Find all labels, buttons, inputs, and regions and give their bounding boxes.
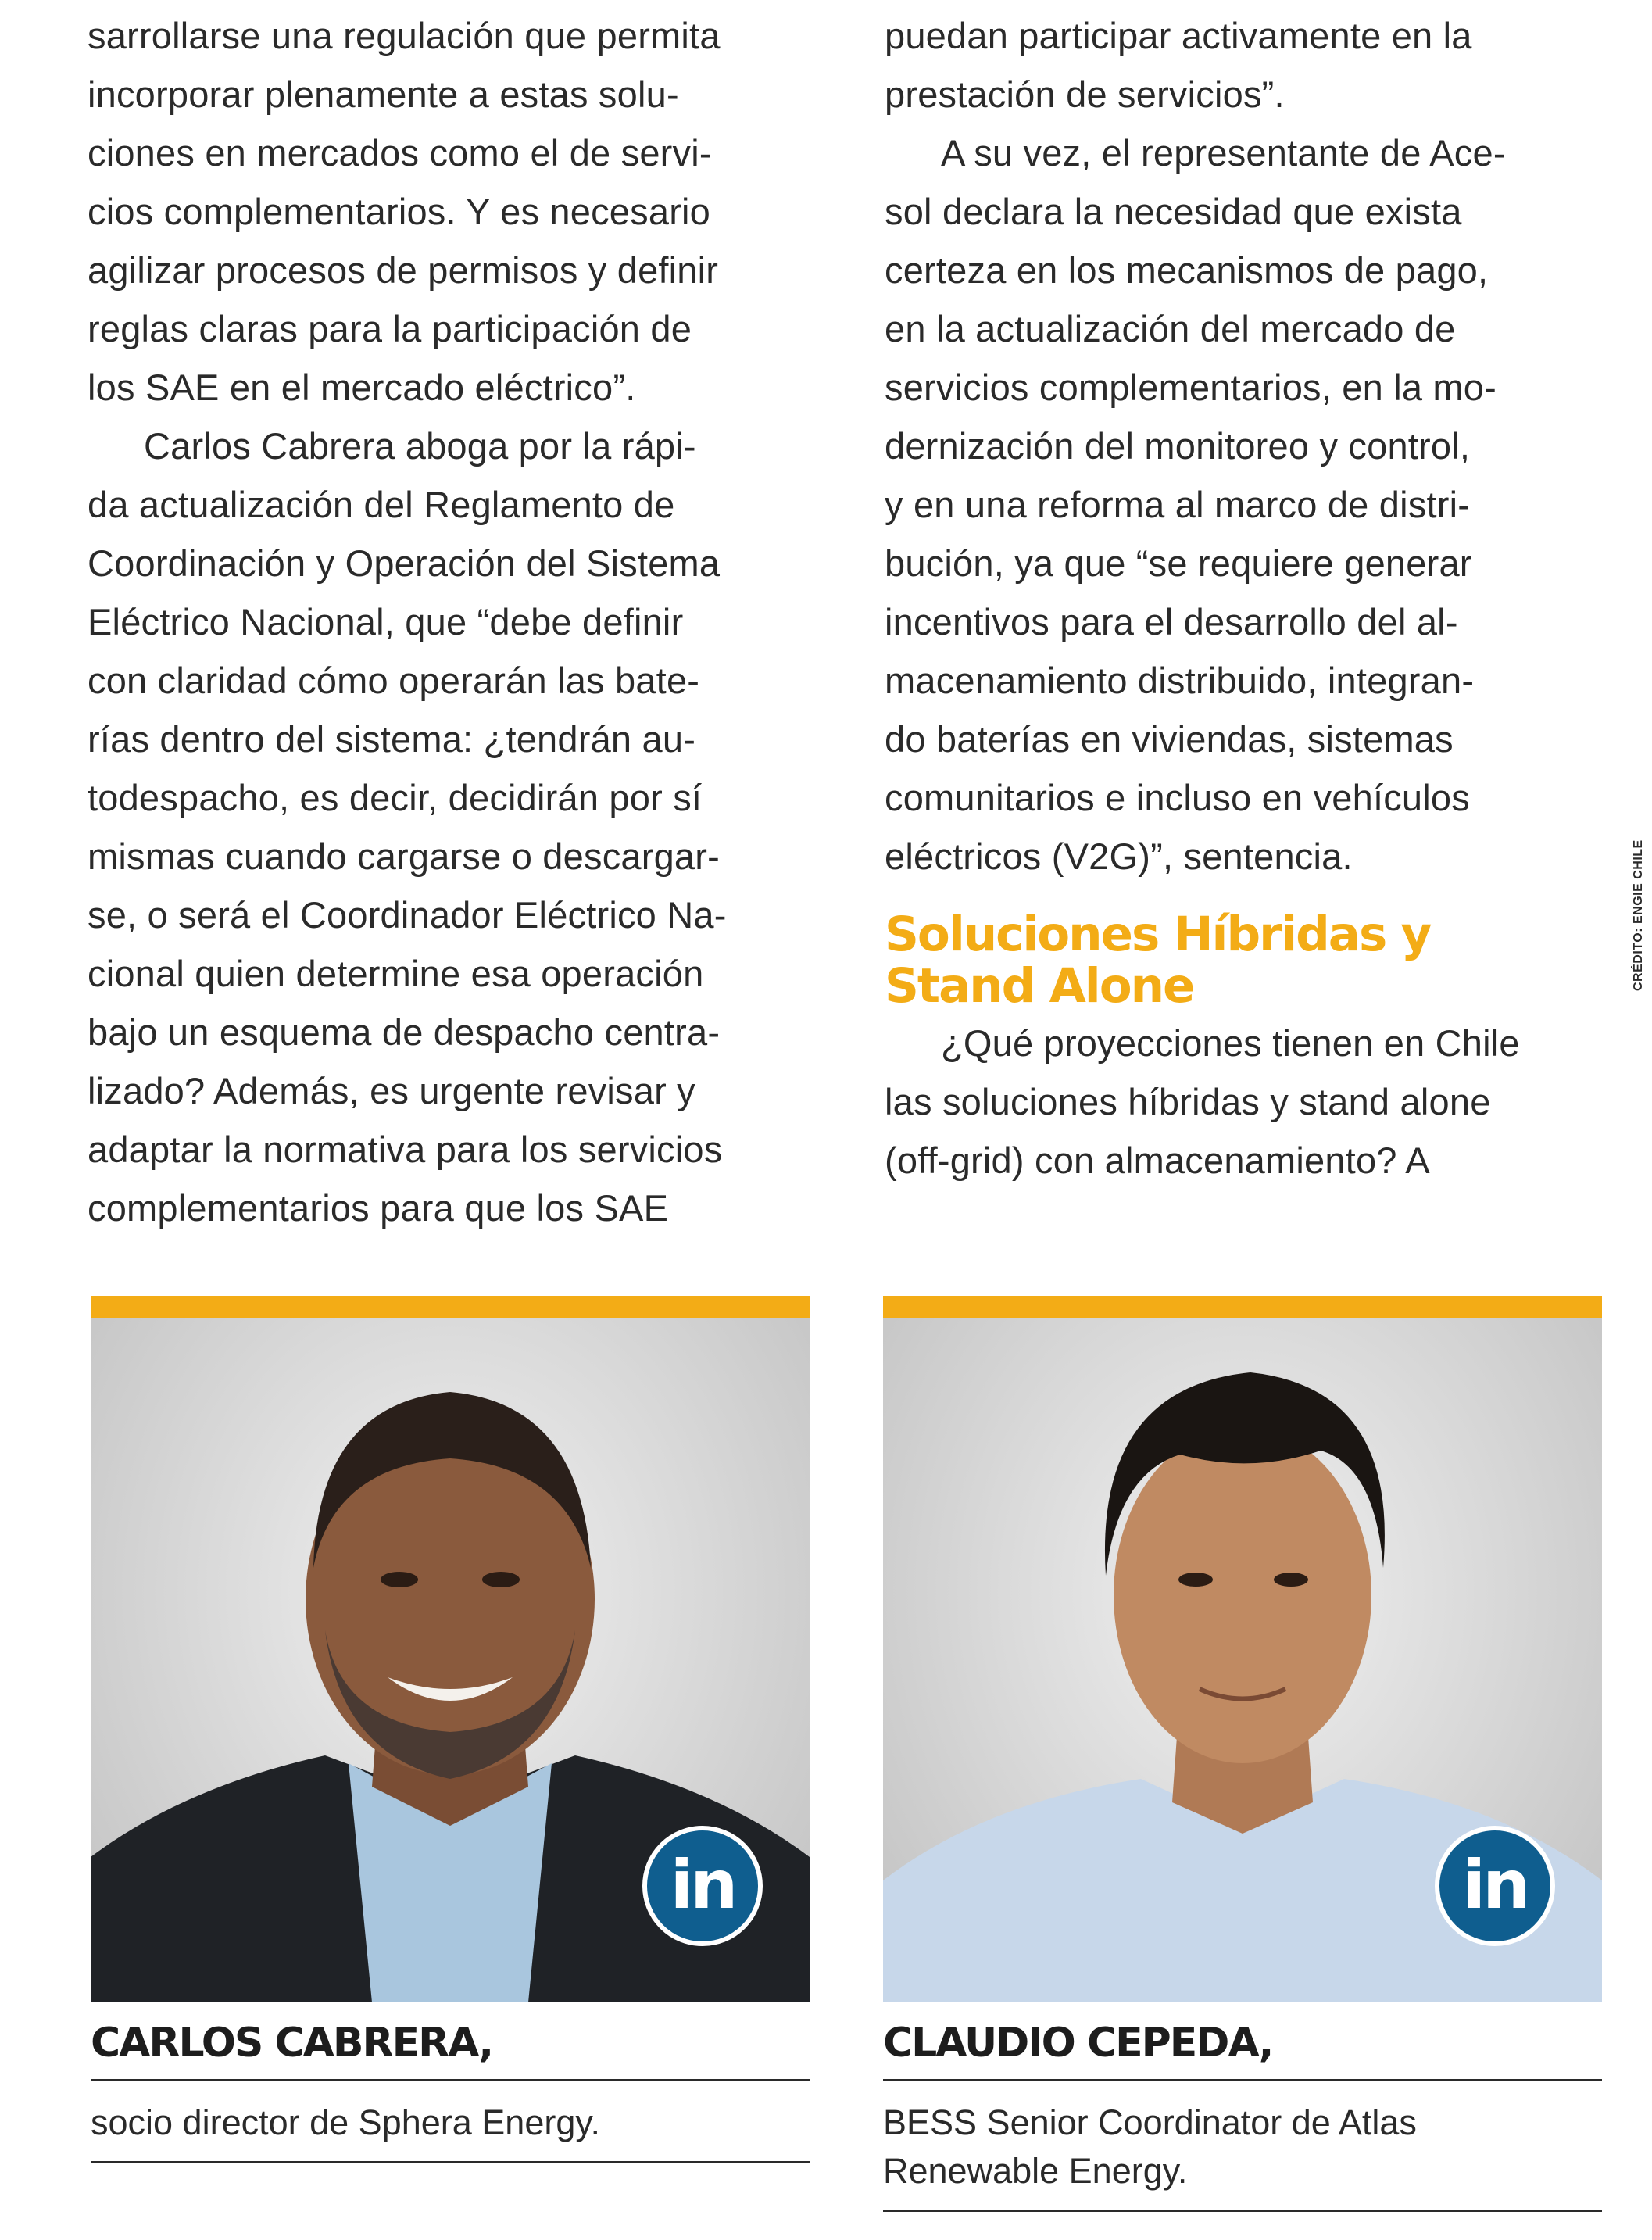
body-line: Coordinación y Operación del Sistema xyxy=(88,542,721,584)
body-line: ciones en mercados como el de servi- xyxy=(88,132,712,174)
body-line: do baterías en viviendas, sistemas xyxy=(885,718,1454,760)
body-line: (off-grid) con almacenamiento? A xyxy=(885,1140,1430,1181)
body-line: incorporar plenamente a estas solu- xyxy=(88,73,679,115)
body-line: agilizar procesos de permisos y definir xyxy=(88,249,719,291)
body-line: certeza en los mecanismos de pago, xyxy=(885,249,1489,291)
body-line: mismas cuando cargarse o descargar- xyxy=(88,836,720,877)
section-heading-line: Stand Alone xyxy=(885,958,1194,1014)
body-line: sarrollarse una regulación que permita xyxy=(88,15,721,56)
body-line: se, o será el Coordinador Eléctrico Na- xyxy=(88,894,727,936)
body-line: complementarios para que los SAE xyxy=(88,1187,669,1229)
body-line: cios complementarios. Y es necesario xyxy=(88,191,711,232)
body-line: Eléctrico Nacional, que “debe definir xyxy=(88,601,684,642)
body-line: bajo un esquema de despacho centra- xyxy=(88,1011,721,1053)
body-line: las soluciones híbridas y stand alone xyxy=(885,1081,1491,1122)
body-line: comunitarios e incluso en vehículos xyxy=(885,777,1470,818)
body-line: bución, ya que “se requiere generar xyxy=(885,542,1472,584)
body-line: sol declara la necesidad que exista xyxy=(885,191,1462,232)
body-line: incentivos para el desarrollo del al- xyxy=(885,601,1458,642)
paragraph-start-line: A su vez, el representante de Ace- xyxy=(941,132,1506,174)
body-line: adaptar la normativa para los servicios xyxy=(88,1129,723,1170)
profile-role xyxy=(91,2081,810,2163)
section-heading-line: Soluciones Híbridas y xyxy=(885,907,1431,962)
right-text-column xyxy=(885,6,1615,1190)
portrait-photo xyxy=(91,1296,810,2002)
body-line: rías dentro del sistema: ¿tendrán au- xyxy=(88,718,696,760)
paragraph-start-line: ¿Qué proyecciones tienen en Chile xyxy=(941,1022,1520,1064)
body-line: eléctricos (V2G)”, sentencia. xyxy=(885,836,1353,877)
body-line: en la actualización del mercado de xyxy=(885,308,1456,349)
body-line: reglas claras para la participación de xyxy=(88,308,692,349)
portrait-photo xyxy=(883,1296,1602,2002)
left-text-column xyxy=(88,6,818,1237)
photo-credit: CRÉDITO: ENGIE CHILE xyxy=(1632,839,1645,991)
profile-name: CARLOS CABRERA, xyxy=(91,2002,810,2081)
profile-name: CLAUDIO CEPEDA, xyxy=(883,2002,1602,2081)
profile-role xyxy=(883,2081,1602,2212)
body-line: y en una reforma al marco de distri- xyxy=(885,484,1471,525)
section-heading xyxy=(885,909,1615,1012)
body-line: macenamiento distribuido, integran- xyxy=(885,660,1475,701)
profile-role-line: Renewable Energy. xyxy=(883,2151,1188,2191)
body-line: cional quien determine esa operación xyxy=(88,953,704,994)
profile-card-claudio-cepeda xyxy=(883,1296,1602,2212)
paragraph-start-line: Carlos Cabrera aboga por la rápi- xyxy=(144,425,696,467)
profile-role-line: socio director de Sphera Energy. xyxy=(91,2102,601,2142)
linkedin-icon[interactable]: in xyxy=(642,1826,763,1946)
profile-role-line: BESS Senior Coordinator de Atlas xyxy=(883,2102,1417,2142)
body-line: puedan participar activamente en la xyxy=(885,15,1472,56)
body-line: prestación de servicios”. xyxy=(885,73,1285,115)
body-line: servicios complementarios, en la mo- xyxy=(885,367,1496,408)
body-line: con claridad cómo operarán las bate- xyxy=(88,660,700,701)
body-line: dernización del monitoreo y control, xyxy=(885,425,1471,467)
linkedin-icon[interactable]: in xyxy=(1435,1826,1555,1946)
body-line: lizado? Además, es urgente revisar y xyxy=(88,1070,695,1111)
profile-card-carlos-cabrera xyxy=(91,1296,810,2163)
body-line: da actualización del Reglamento de xyxy=(88,484,675,525)
body-line: los SAE en el mercado eléctrico”. xyxy=(88,367,636,408)
body-line: todespacho, es decir, decidirán por sí xyxy=(88,777,703,818)
